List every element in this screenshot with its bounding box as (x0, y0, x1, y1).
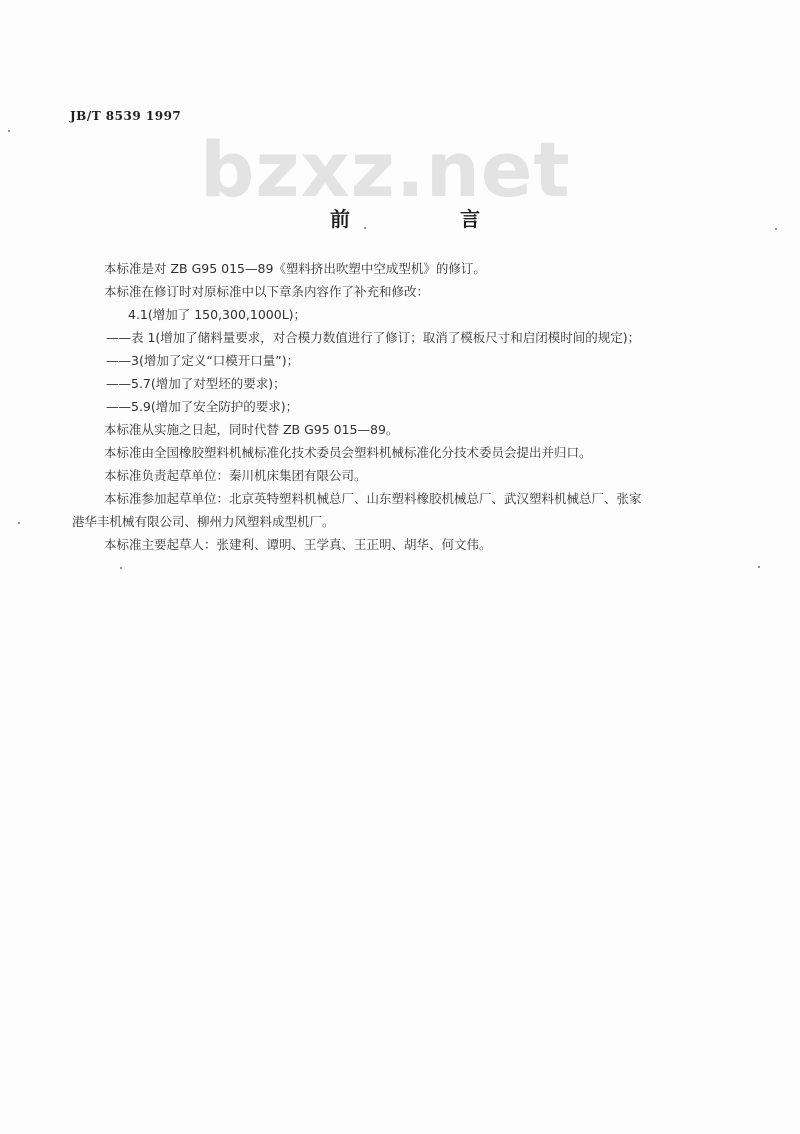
change-item-5-9: ——5.9(增加了安全防护的要求)； (106, 399, 299, 414)
paragraph-changes-intro: 本标准在修订时对原标准中以下章条内容作了补充和修改： (104, 284, 430, 299)
paragraph-effective-date: 本标准从实施之日起，同时代替 ZB G95 015—89。 (104, 422, 399, 437)
paragraph-participating-units-cont: 港华丰机械有限公司、柳州力风塑料成型机厂。 (72, 514, 335, 529)
change-item-5-7: ——5.7(增加了对型坯的要求)； (106, 376, 286, 391)
scan-speck (8, 130, 10, 132)
paragraph-revision-of: 本标准是对 ZB G95 015—89《塑料挤出吹塑中空成型机》的修订。 (104, 261, 486, 276)
scan-speck (758, 566, 760, 568)
paragraph-proposed-by: 本标准由全国橡胶塑料机械标准化技术委员会塑料机械标准化分技术委员会提出并归口。 (104, 445, 592, 460)
paragraph-main-drafters: 本标准主要起草人：张建利、谭明、王学真、王正明、胡华、何文伟。 (104, 537, 492, 552)
watermark: bzxz.net (200, 125, 571, 214)
foreword-body (72, 257, 762, 556)
scan-speck (364, 227, 366, 229)
heading-char-2: 言 (460, 207, 480, 231)
change-item-4-1: 4.1(增加了 150,300,1000L)； (128, 307, 307, 322)
paragraph-participating-units: 本标准参加起草单位：北京英特塑料机械总厂、山东塑料橡胶机械总厂、武汉塑料机械总厂、张家 (104, 491, 642, 506)
change-item-3: ——3(增加了定义“口模开口量”)； (106, 353, 300, 368)
scan-speck (18, 522, 20, 524)
foreword-heading (330, 203, 480, 232)
change-item-table-1: ——表 1(增加了储料量要求，对合模力数值进行了修订；取消了模板尺寸和启闭模时间的规定)； (106, 330, 641, 345)
paragraph-drafting-unit: 本标准负责起草单位：秦川机床集团有限公司。 (104, 468, 367, 483)
heading-char-1: 前 (330, 207, 350, 231)
standard-code: JB/T 8539 1997 (70, 109, 182, 123)
scan-speck (120, 567, 122, 569)
scan-speck (775, 228, 777, 230)
